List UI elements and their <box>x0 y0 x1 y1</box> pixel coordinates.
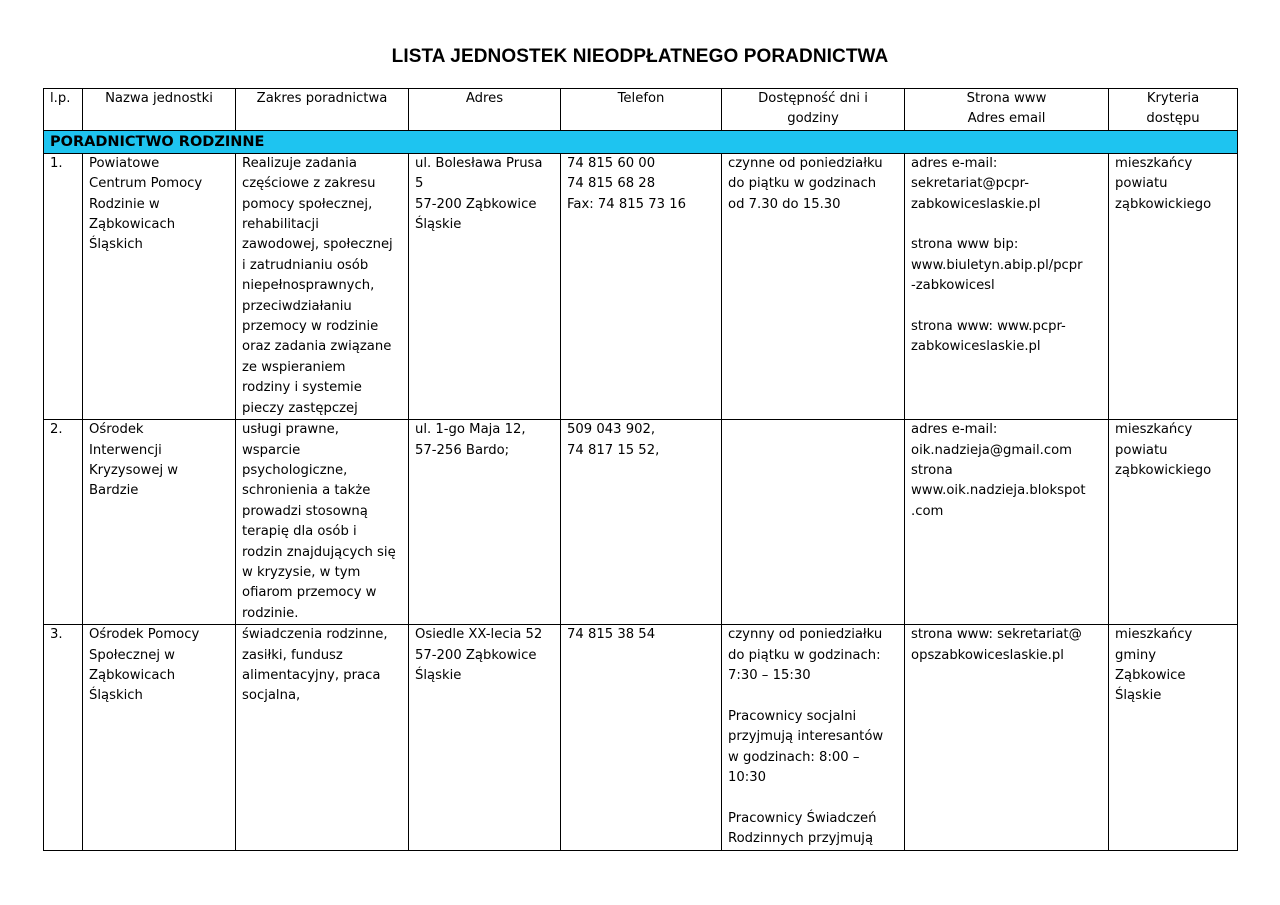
header-row <box>44 89 1238 131</box>
col-header-scope: Zakres poradnictwa <box>236 89 409 131</box>
cell-lp: 1. <box>44 153 83 419</box>
cell-hours: czynne od poniedziałku do piątku w godzinach od 7.30 do 15.30 <box>722 153 905 419</box>
cell-name: Ośrodek Interwencji Kryzysowej w Bardzie <box>83 420 236 625</box>
cell-name: Ośrodek Pomocy Społecznej w Ząbkowicach Śląskich <box>83 625 236 850</box>
cell-phone: 509 043 902, 74 817 15 52, <box>561 420 722 625</box>
cell-hours: czynny od poniedziałku do piątku w godzinach: 7:30 – 15:30 Pracownicy socjalni przyjmują interesantów w godzinach: 8:00 – 10:30 Pracownicy Świadczeń Rodzinnych przyjmują <box>722 625 905 850</box>
page-title: LISTA JEDNOSTEK NIEODPŁATNEGO PORADNICTWA <box>391 46 889 67</box>
cell-name: Powiatowe Centrum Pomocy Rodzinie w Ząbkowicach Śląskich <box>83 153 236 419</box>
cell-address: ul. 1-go Maja 12, 57-256 Bardo; <box>409 420 561 625</box>
table-row <box>44 153 1238 419</box>
cell-lp: 2. <box>44 420 83 625</box>
cell-lp: 3. <box>44 625 83 850</box>
cell-hours <box>722 420 905 625</box>
cell-criteria: mieszkańcy powiatu ząbkowickiego <box>1109 420 1238 625</box>
table-row <box>44 625 1238 850</box>
cell-address: ul. Bolesława Prusa 5 57-200 Ząbkowice Śląskie <box>409 153 561 419</box>
col-header-hours: Dostępność dni i godziny <box>722 89 905 131</box>
cell-scope: Realizuje zadania częściowe z zakresu pomocy społecznej, rehabilitacji zawodowej, społecznej i zatrudnianiu osób niepełnosprawnych, przeciwdziałaniu przemocy w rodzinie oraz zadania związane ze wspieraniem rodziny i systemie pieczy zastępczej <box>236 153 409 419</box>
section-row <box>44 130 1238 153</box>
cell-phone: 74 815 38 54 <box>561 625 722 850</box>
units-table <box>43 88 1238 851</box>
cell-web: adres e-mail: oik.nadzieja@gmail.com strona www.oik.nadzieja.blokspot .com <box>905 420 1109 625</box>
col-header-name: Nazwa jednostki <box>83 89 236 131</box>
cell-phone: 74 815 60 00 74 815 68 28 Fax: 74 815 73 16 <box>561 153 722 419</box>
table-row <box>44 420 1238 625</box>
cell-web: strona www: sekretariat@ opszabkowiceslaskie.pl <box>905 625 1109 850</box>
col-header-phone: Telefon <box>561 89 722 131</box>
cell-scope: usługi prawne, wsparcie psychologiczne, schronienia a także prowadzi stosowną terapię dla osób i rodzin znajdujących się w kryzysie, w tym ofiarom przemocy w rodzinie. <box>236 420 409 625</box>
section-label: PORADNICTWO RODZINNE <box>44 130 1238 153</box>
col-header-address: Adres <box>409 89 561 131</box>
cell-criteria: mieszkańcy powiatu ząbkowickiego <box>1109 153 1238 419</box>
col-header-web: Strona www Adres email <box>905 89 1109 131</box>
cell-web: adres e-mail: sekretariat@pcpr- zabkowiceslaskie.pl strona www bip: www.biuletyn.abip.pl/pcpr -zabkowicesl strona www: www.pcpr- zabkowiceslaskie.pl <box>905 153 1109 419</box>
col-header-criteria: Kryteria dostępu <box>1109 89 1238 131</box>
col-header-lp: l.p. <box>44 89 83 131</box>
cell-scope: świadczenia rodzinne, zasiłki, fundusz alimentacyjny, praca socjalna, <box>236 625 409 850</box>
cell-address: Osiedle XX-lecia 52 57-200 Ząbkowice Śląskie <box>409 625 561 850</box>
cell-criteria: mieszkańcy gminy Ząbkowice Śląskie <box>1109 625 1238 850</box>
